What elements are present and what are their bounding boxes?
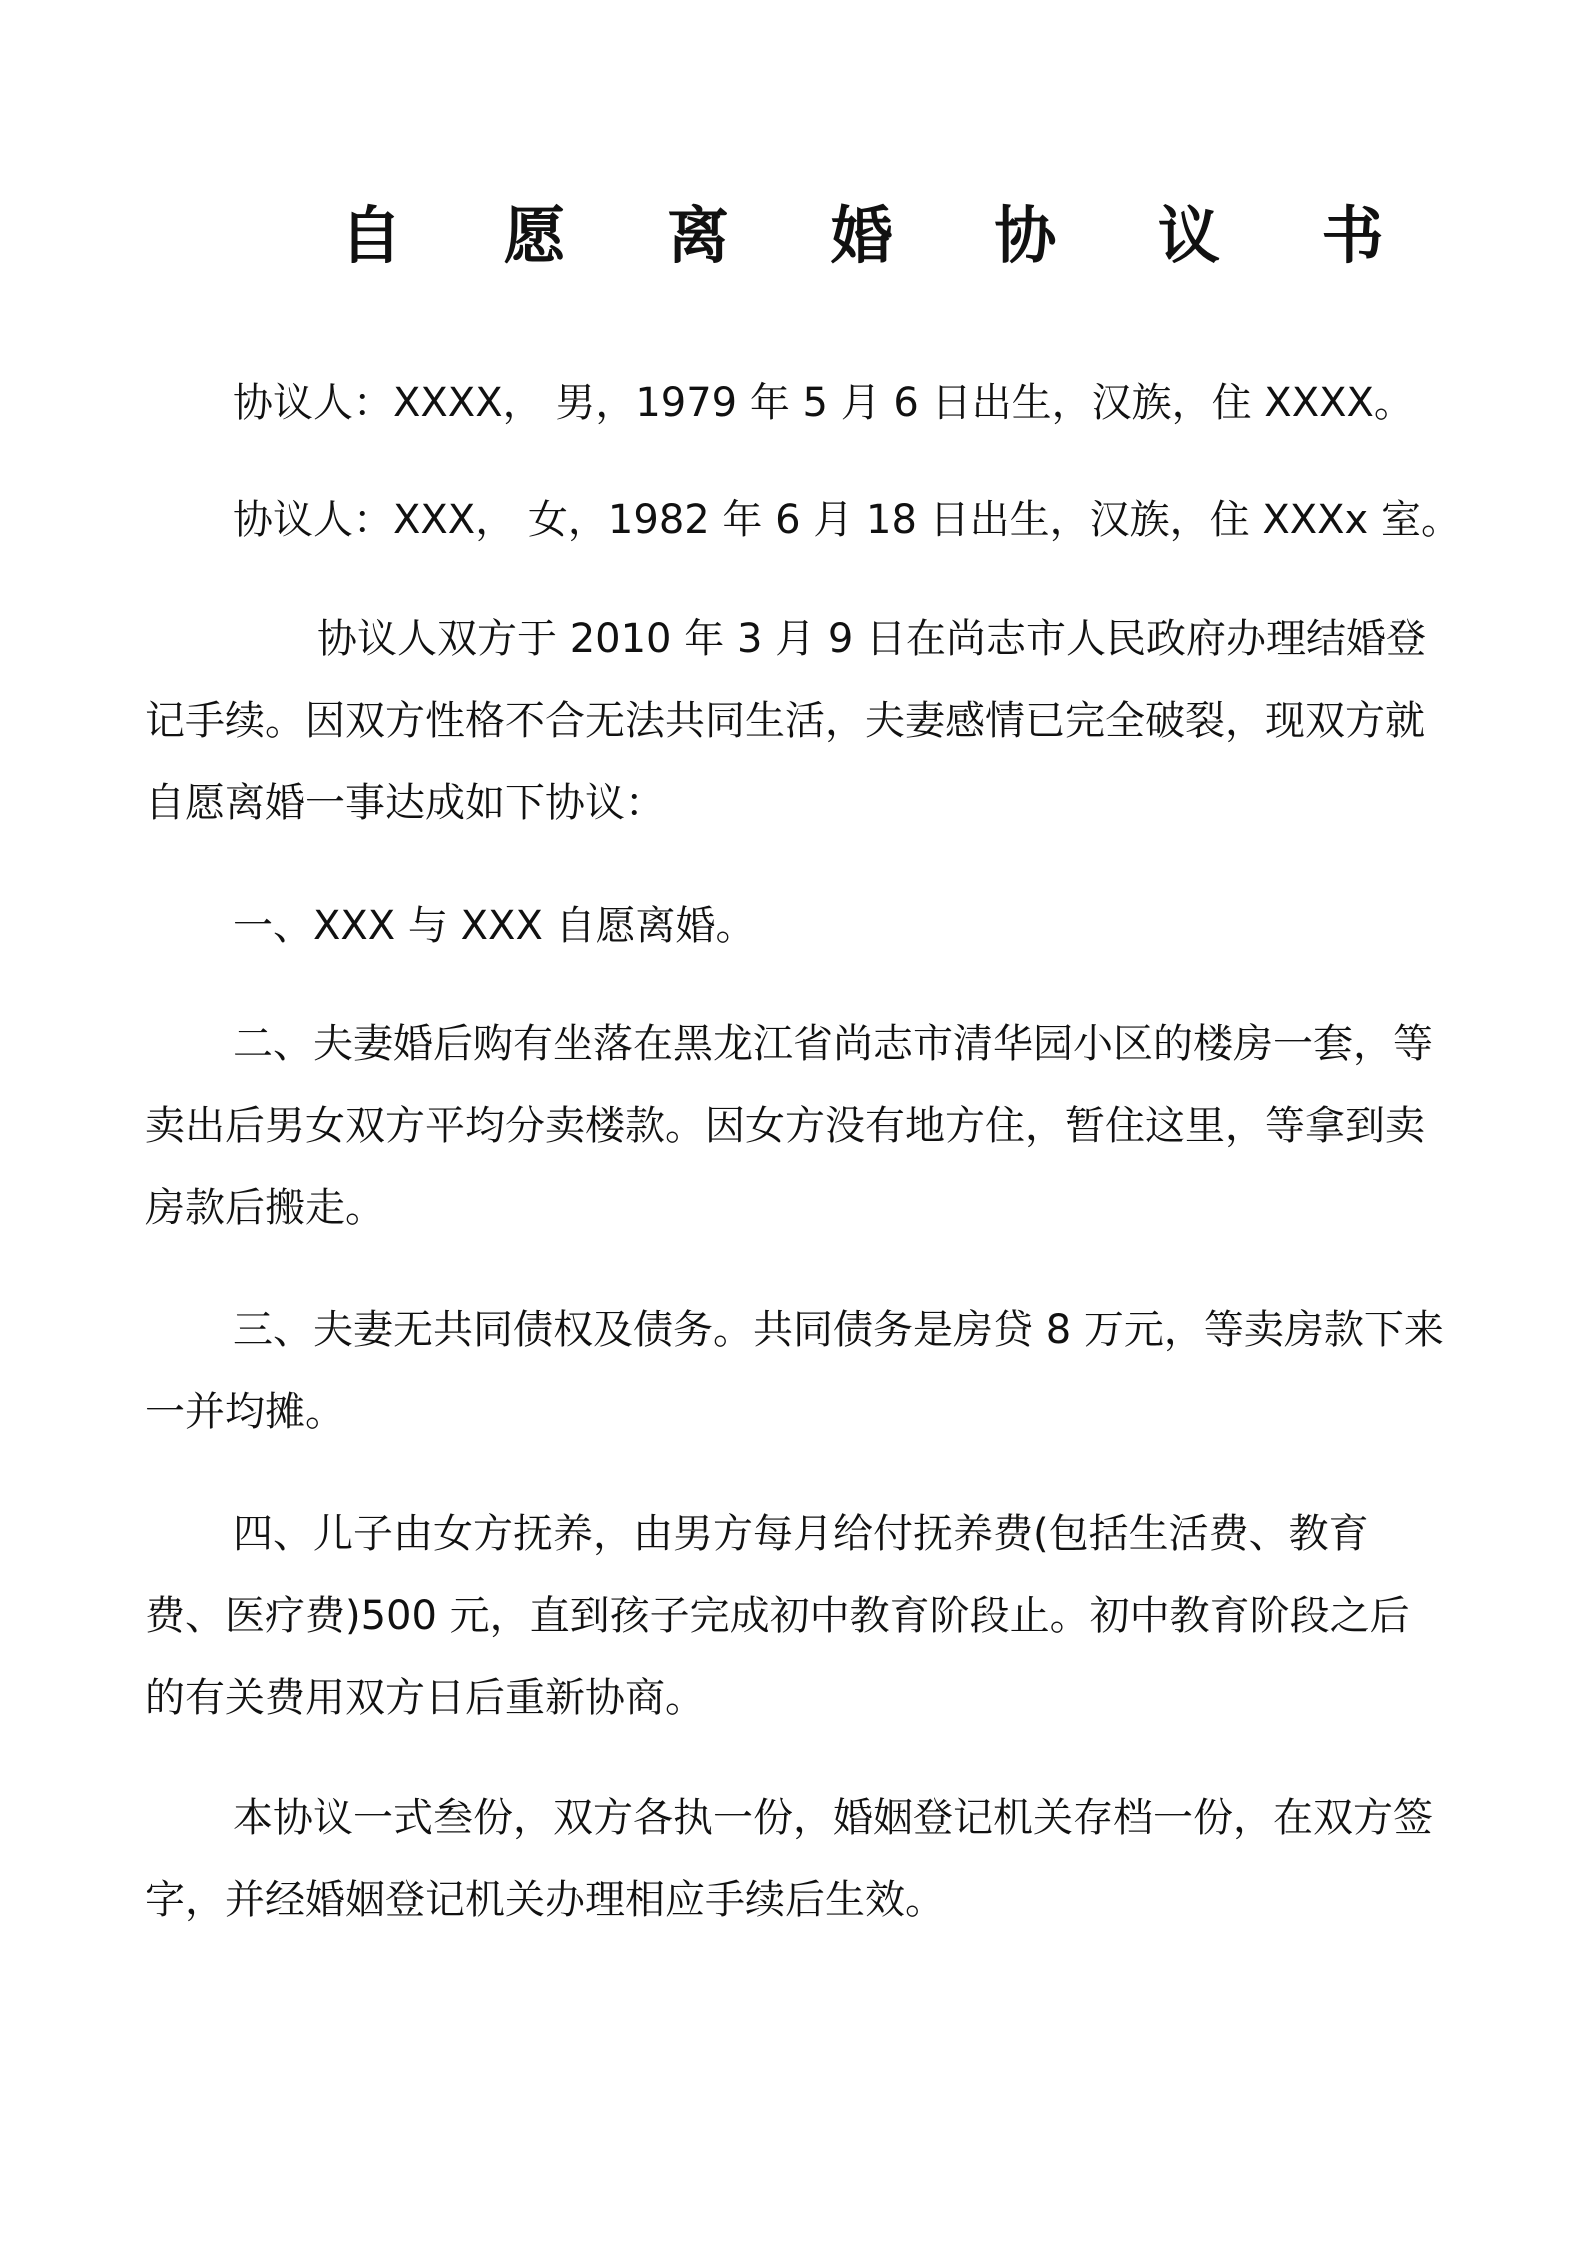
document-title: 自 愿 离 婚 协 议 书: [340, 199, 1424, 272]
intro-paragraph: 协议人双方于 2010 年 3 月 9 日在尚志市人民政府办理结婚登记手续。因双方性格不合无法共同生活，夫妻感情已完全破裂，现双方就自愿离婚一事达成如下协议：: [145, 616, 1426, 826]
clause-2: 二、夫妻婚后购有坐落在黑龙江省尚志市清华园小区的楼房一套，等卖出后男女双方平均分卖楼款。因女方没有地方住，暂住这里，等拿到卖房款后搬走。: [145, 1021, 1433, 1231]
party-1: 协议人：XXXX， 男，1979 年 5 月 6 日出生，汉族，住 XXXX。: [233, 380, 1414, 426]
clause-4: 四、儿子由女方抚养，由男方每月给付抚养费(包括生活费、教育费、医疗费)500 元，直到孩子完成初中教育阶段止。初中教育阶段之后的有关费用双方日后重新协商。: [145, 1511, 1410, 1721]
party-2: 协议人：XXX， 女，1982 年 6 月 18 日出生，汉族，住 XXXx 室。: [233, 497, 1461, 543]
clause-1: 一、XXX 与 XXX 自愿离婚。: [233, 903, 756, 949]
clause-3: 三、夫妻无共同债权及债务。共同债务是房贷 8 万元，等卖房款下来一并均摊。: [145, 1307, 1444, 1435]
closing-paragraph: 本协议一式叁份，双方各执一份，婚姻登记机关存档一份，在双方签字，并经婚姻登记机关办理相应手续后生效。: [145, 1795, 1433, 1923]
